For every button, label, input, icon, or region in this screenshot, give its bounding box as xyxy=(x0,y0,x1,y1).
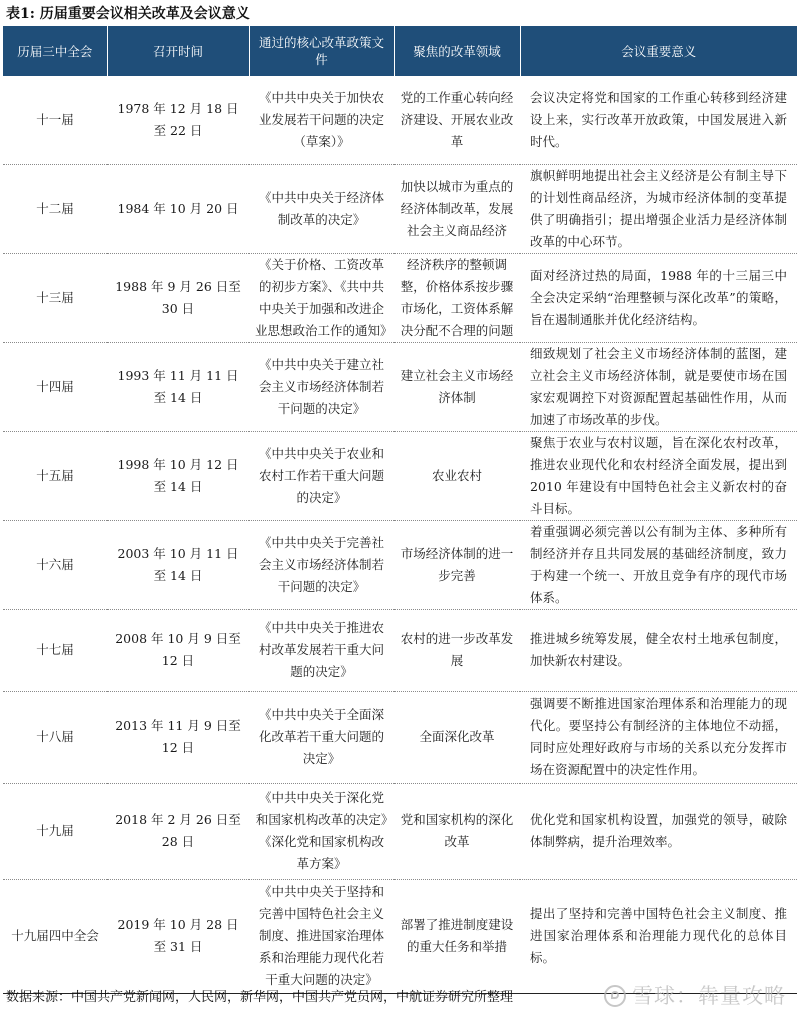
cell-document: 《关于价格、工资改革的初步方案》、《共中共中央关于加强和改进企业思想政治工作的通知》 xyxy=(249,253,394,342)
watermark xyxy=(604,983,786,1009)
cell-field: 加快以城市为重点的经济体制改革，发展社会主义商品经济 xyxy=(394,164,520,253)
cell-document: 《中共中央关于深化党和国家机构改革的决定》《深化党和国家机构改革方案》 xyxy=(249,783,394,879)
cell-session: 十五届 xyxy=(3,431,107,520)
cell-significance: 着重强调必须完善以公有制为主体、多种所有制经济并存且共同发展的基础经济制度，致力于构建一个统一、开放且竞争有序的现代市场体系。 xyxy=(520,520,797,609)
header-field: 聚焦的改革领域 xyxy=(394,26,520,76)
cell-session: 十六届 xyxy=(3,520,107,609)
cell-session: 十一届 xyxy=(3,76,107,164)
source-note: 数据来源：中国共产党新闻网，人民网，新华网，中国共产党员网，中航证券研究所整理 xyxy=(6,990,514,1005)
table-caption: 表1: 历届重要会议相关改革及会议意义 xyxy=(6,6,250,22)
watermark-text: 雪球：犇量攻略 xyxy=(632,984,786,1008)
header-date: 召开时间 xyxy=(107,26,249,76)
cell-date: 1978 年 12 月 18 日至 22 日 xyxy=(107,76,249,164)
cell-document: 《中共中央关于全面深化改革若干重大问题的决定》 xyxy=(249,691,394,783)
cell-document: 《中共中央关于农业和农村工作若干重大问题的决定》 xyxy=(249,431,394,520)
cell-document: 《中共中央关于建立社会主义市场经济体制若干问题的决定》 xyxy=(249,342,394,431)
cell-date: 1998 年 10 月 12 日至 14 日 xyxy=(107,431,249,520)
table-row xyxy=(3,609,797,691)
cell-session: 十八届 xyxy=(3,691,107,783)
cell-session: 十九届 xyxy=(3,783,107,879)
snowball-logo-icon xyxy=(604,985,626,1007)
cell-date: 1984 年 10 月 20 日 xyxy=(107,164,249,253)
table-row xyxy=(3,783,797,879)
cell-date: 2018 年 2 月 26 日至 28 日 xyxy=(107,783,249,879)
cell-document: 《中共中央关于完善社会主义市场经济体制若干问题的决定》 xyxy=(249,520,394,609)
cell-session: 十三届 xyxy=(3,253,107,342)
table-header-row xyxy=(3,26,797,76)
cell-field: 党和国家机构的深化改革 xyxy=(394,783,520,879)
cell-significance: 提出了坚持和完善中国特色社会主义制度、推进国家治理体系和治理能力现代化的总体目标。 xyxy=(520,879,797,993)
cell-document: 《中共中央关于加快农业发展若干问题的决定（草案）》 xyxy=(249,76,394,164)
cell-session: 十七届 xyxy=(3,609,107,691)
cell-session: 十四届 xyxy=(3,342,107,431)
cell-significance: 聚焦于农业与农村议题，旨在深化农村改革，推进农业现代化和农村经济全面发展，提出到 2010 年建设有中国特色社会主义新农村的奋斗目标。 xyxy=(520,431,797,520)
table-row xyxy=(3,76,797,164)
cell-session: 十九届四中全会 xyxy=(3,879,107,993)
cell-significance: 细致规划了社会主义市场经济体制的蓝图，建立社会主义市场经济体制，就是要使市场在国家宏观调控下对资源配置起基础性作用，从而加速了市场改革的步伐。 xyxy=(520,342,797,431)
table-row xyxy=(3,431,797,520)
cell-date: 2008 年 10 月 9 日至 12 日 xyxy=(107,609,249,691)
table-row xyxy=(3,879,797,993)
cell-field: 农村的进一步改革发展 xyxy=(394,609,520,691)
cell-significance: 旗帜鲜明地提出社会主义经济是公有制主导下的计划性商品经济，为城市经济体制的变革提供了明确指引；提出增强企业活力是经济体制改革的中心环节。 xyxy=(520,164,797,253)
cell-field: 党的工作重心转向经济建设、开展农业改革 xyxy=(394,76,520,164)
cell-document: 《中共中央关于推进农村改革发展若干重大问题的决定》 xyxy=(249,609,394,691)
cell-date: 2013 年 11 月 9 日至 12 日 xyxy=(107,691,249,783)
cell-field: 全面深化改革 xyxy=(394,691,520,783)
reform-table xyxy=(3,26,797,994)
table-row xyxy=(3,253,797,342)
cell-field: 经济秩序的整顿调整，价格体系按步骤市场化，工资体系解决分配不合理的问题 xyxy=(394,253,520,342)
header-significance: 会议重要意义 xyxy=(520,26,797,76)
cell-significance: 推进城乡统筹发展，健全农村土地承包制度，加快新农村建设。 xyxy=(520,609,797,691)
cell-date: 1993 年 11 月 11 日至 14 日 xyxy=(107,342,249,431)
cell-session: 十二届 xyxy=(3,164,107,253)
table-row xyxy=(3,342,797,431)
table-row xyxy=(3,520,797,609)
header-document: 通过的核心改革政策文件 xyxy=(249,26,394,76)
cell-document: 《中共中央关于坚持和完善中国特色社会主义制度、推进国家治理体系和治理能力现代化若干重大问题的决定》 xyxy=(249,879,394,993)
table-row xyxy=(3,164,797,253)
cell-significance: 强调要不断推进国家治理体系和治理能力的现代化。要坚持公有制经济的主体地位不动摇，同时应处理好政府与市场的关系以充分发挥市场在资源配置中的决定性作用。 xyxy=(520,691,797,783)
cell-document: 《中共中央关于经济体制改革的决定》 xyxy=(249,164,394,253)
cell-field: 农业农村 xyxy=(394,431,520,520)
cell-field: 建立社会主义市场经济体制 xyxy=(394,342,520,431)
cell-date: 1988 年 9 月 26 日至 30 日 xyxy=(107,253,249,342)
header-session: 历届三中全会 xyxy=(3,26,107,76)
cell-field: 市场经济体制的进一步完善 xyxy=(394,520,520,609)
table-row xyxy=(3,691,797,783)
cell-date: 2003 年 10 月 11 日至 14 日 xyxy=(107,520,249,609)
cell-date: 2019 年 10 月 28 日至 31 日 xyxy=(107,879,249,993)
cell-significance: 面对经济过热的局面，1988 年的十三届三中全会决定采纳“治理整顿与深化改革”的策略，旨在遏制通胀并优化经济结构。 xyxy=(520,253,797,342)
cell-significance: 优化党和国家机构设置，加强党的领导，破除体制弊病，提升治理效率。 xyxy=(520,783,797,879)
cell-field: 部署了推进制度建设的重大任务和举措 xyxy=(394,879,520,993)
cell-significance: 会议决定将党和国家的工作重心转移到经济建设上来，实行改革开放政策，中国发展进入新时代。 xyxy=(520,76,797,164)
